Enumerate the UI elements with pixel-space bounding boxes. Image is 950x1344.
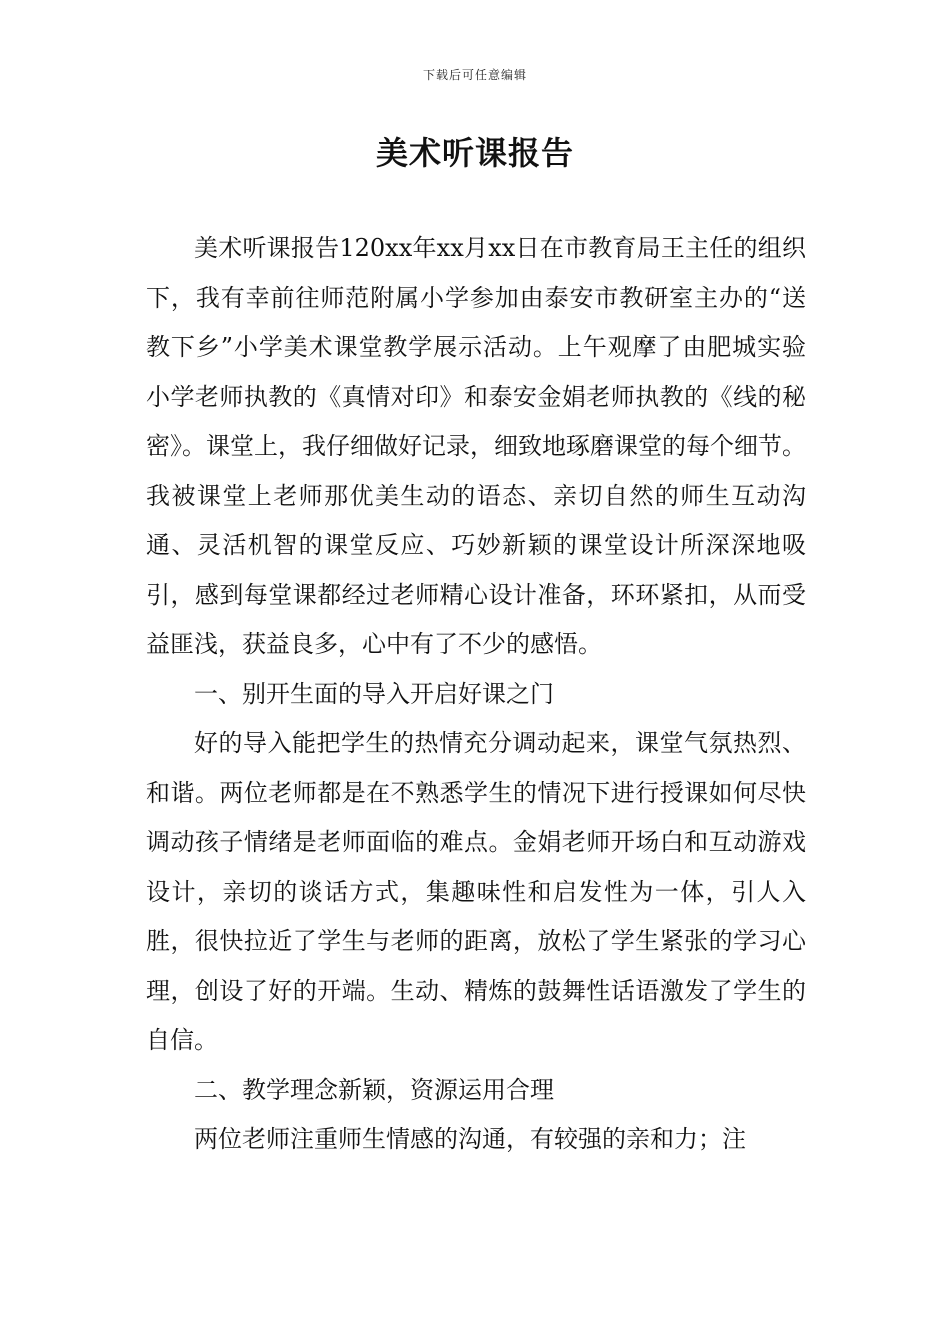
paragraph-section-2: 两位老师注重师生情感的沟通，有较强的亲和力；注 <box>194 1125 746 1153</box>
header-note: 下载后可任意编辑 <box>422 68 527 82</box>
section-heading-2: 二、教学理念新颖，资源运用合理 <box>194 1075 554 1104</box>
paragraph-intro: 美术听课报告120xx年xx月xx日在市教育局王主任的组织下，我有幸前往师范附属小学参加由泰安市教研室主办的“送教下乡”小学美术课堂教学展示活动。上午观摩了由肥城实验小学老师执教的《真情对印》和泰安金娟老师执教的《线的秘密》。课堂上，我仔细做好记录，细致地琢磨课堂的每个细节。我被课堂上老师那优美生动的语态、亲切自然的师生互动沟通、灵活机智的课堂反应、巧妙新颖的课堂设计所深深地吸引，感到每堂课都经过老师精心设计准备，环环紧扣，从而受益匪浅，获益良多，心中有了不少的感悟。 <box>146 234 806 658</box>
document-title: 美术听课报告 <box>375 134 574 172</box>
paragraph-section-1: 好的导入能把学生的热情充分调动起来，课堂气氛热烈、和谐。两位老师都是在不熟悉学生的情况下进行授课如何尽快调动孩子情绪是老师面临的难点。金娟老师开场白和互动游戏设计，亲切的谈话方式，集趣味性和启发性为一体，引人入胜，很快拉近了学生与老师的距离，放松了学生紧张的学习心理，创设了好的开端。生动、精炼的鼓舞性话语激发了学生的自信。 <box>146 729 806 1054</box>
section-heading-1: 一、别开生面的导入开启好课之门 <box>194 679 554 708</box>
document-body <box>146 224 806 1165</box>
